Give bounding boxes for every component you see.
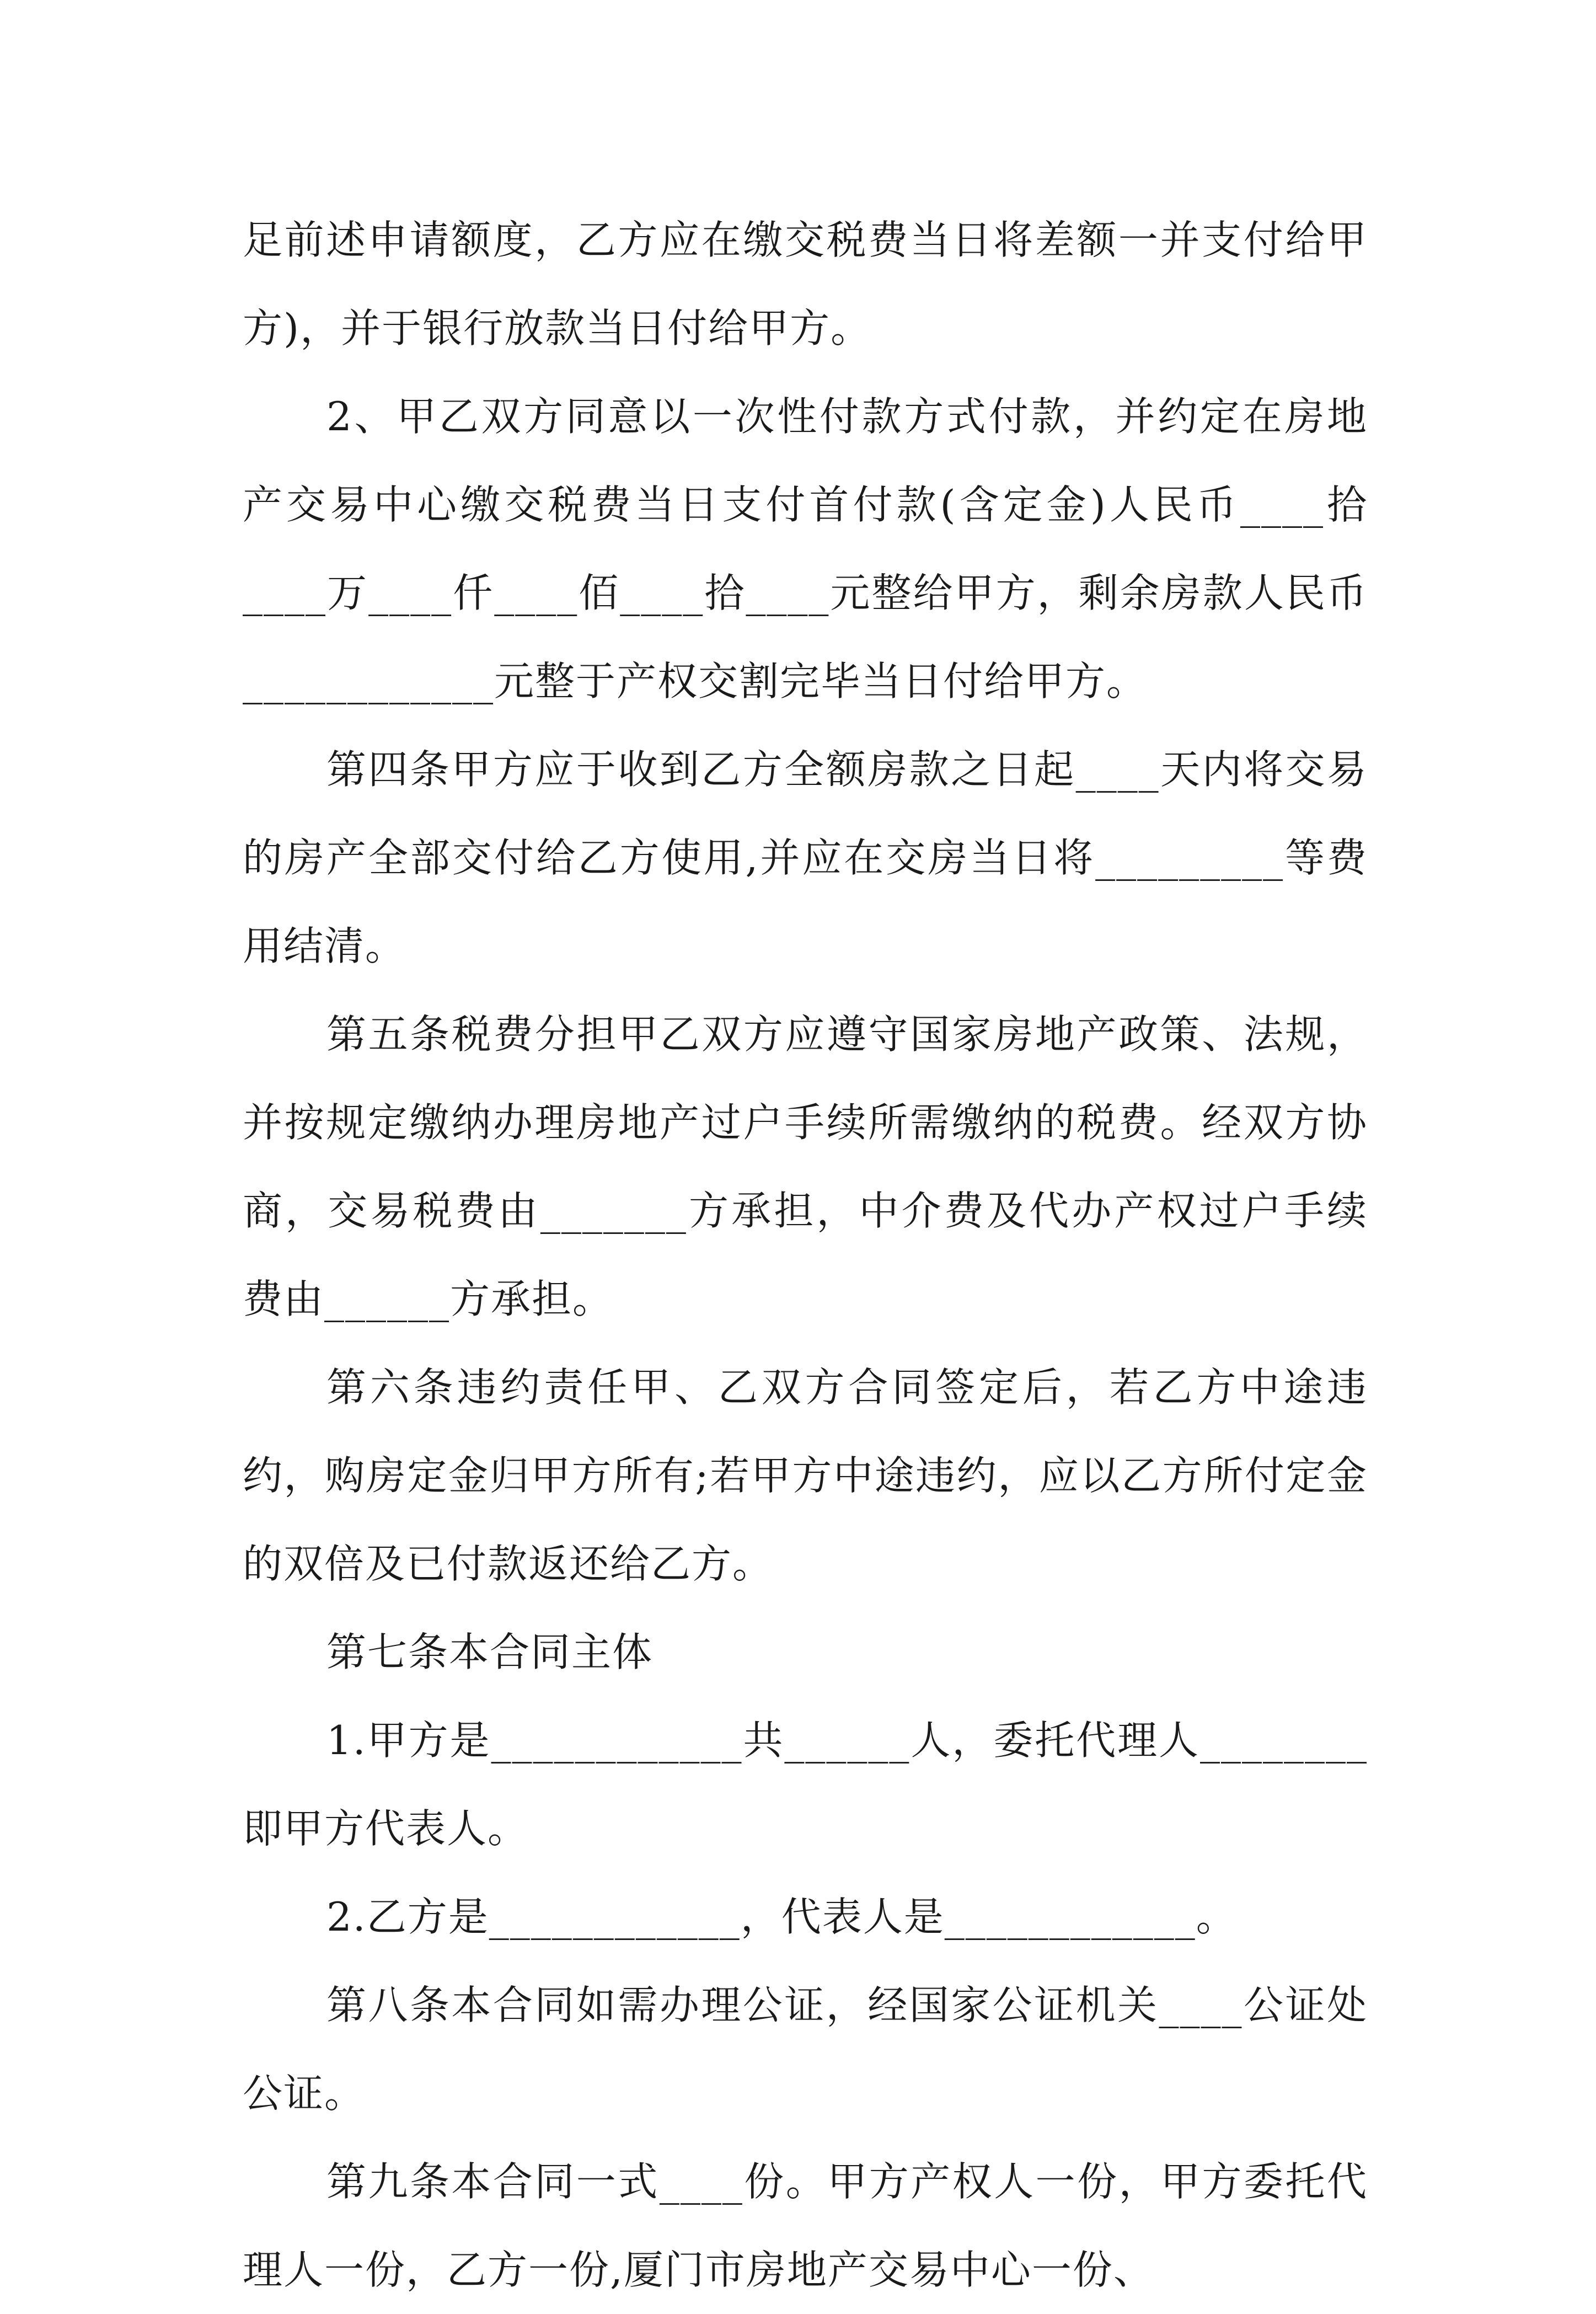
- paragraph-article-5-taxes: 第五条税费分担甲乙双方应遵守国家房地产政策、法规，并按规定缴纳办理房地产过户手续所需缴纳的税费。经双方协商，交易税费由_______方承担，中介费及代办产权过户手续费由______方承担。: [243, 1011, 1368, 1322]
- paragraph-article-7-heading: 第七条本合同主体: [326, 1629, 654, 1675]
- paragraph-article-9-copies: 第九条本合同一式____份。甲方产权人一份，甲方委托代理人一份，乙方一份,厦门市房地产交易中心一份、: [243, 2158, 1368, 2293]
- paragraph-party-b: 2.乙方是____________，代表人是____________。: [326, 1894, 1237, 1940]
- paragraph-one-time-payment: 2、甲乙双方同意以一次性付款方式付款，并约定在房地产交易中心缴交税费当日支付首付款(含定金)人民币____拾____万____仟____佰____拾____元整给甲方，剩余房款人民币____________元整于产权交割完毕当日付给甲方。: [243, 393, 1368, 704]
- paragraph-article-8-notarization: 第八条本合同如需办理公证，经国家公证机关____公证处公证。: [243, 1982, 1368, 2117]
- paragraph-payment-clause-continued: 足前述申请额度，乙方应在缴交税费当日将差额一并支付给甲方)，并于银行放款当日付给甲方。: [243, 217, 1368, 351]
- paragraph-article-6-liability: 第六条违约责任甲、乙双方合同签定后，若乙方中途违约，购房定金归甲方所有;若甲方中途违约，应以乙方所付定金的双倍及已付款返还给乙方。: [243, 1364, 1368, 1587]
- document-body: [243, 196, 1368, 2314]
- paragraph-article-4-delivery: 第四条甲方应于收到乙方全额房款之日起____天内将交易的房产全部交付给乙方使用,并应在交房当日将_________等费用结清。: [243, 746, 1368, 969]
- paragraph-party-a: 1.甲方是____________共______人，委托代理人________即甲方代表人。: [243, 1717, 1368, 1852]
